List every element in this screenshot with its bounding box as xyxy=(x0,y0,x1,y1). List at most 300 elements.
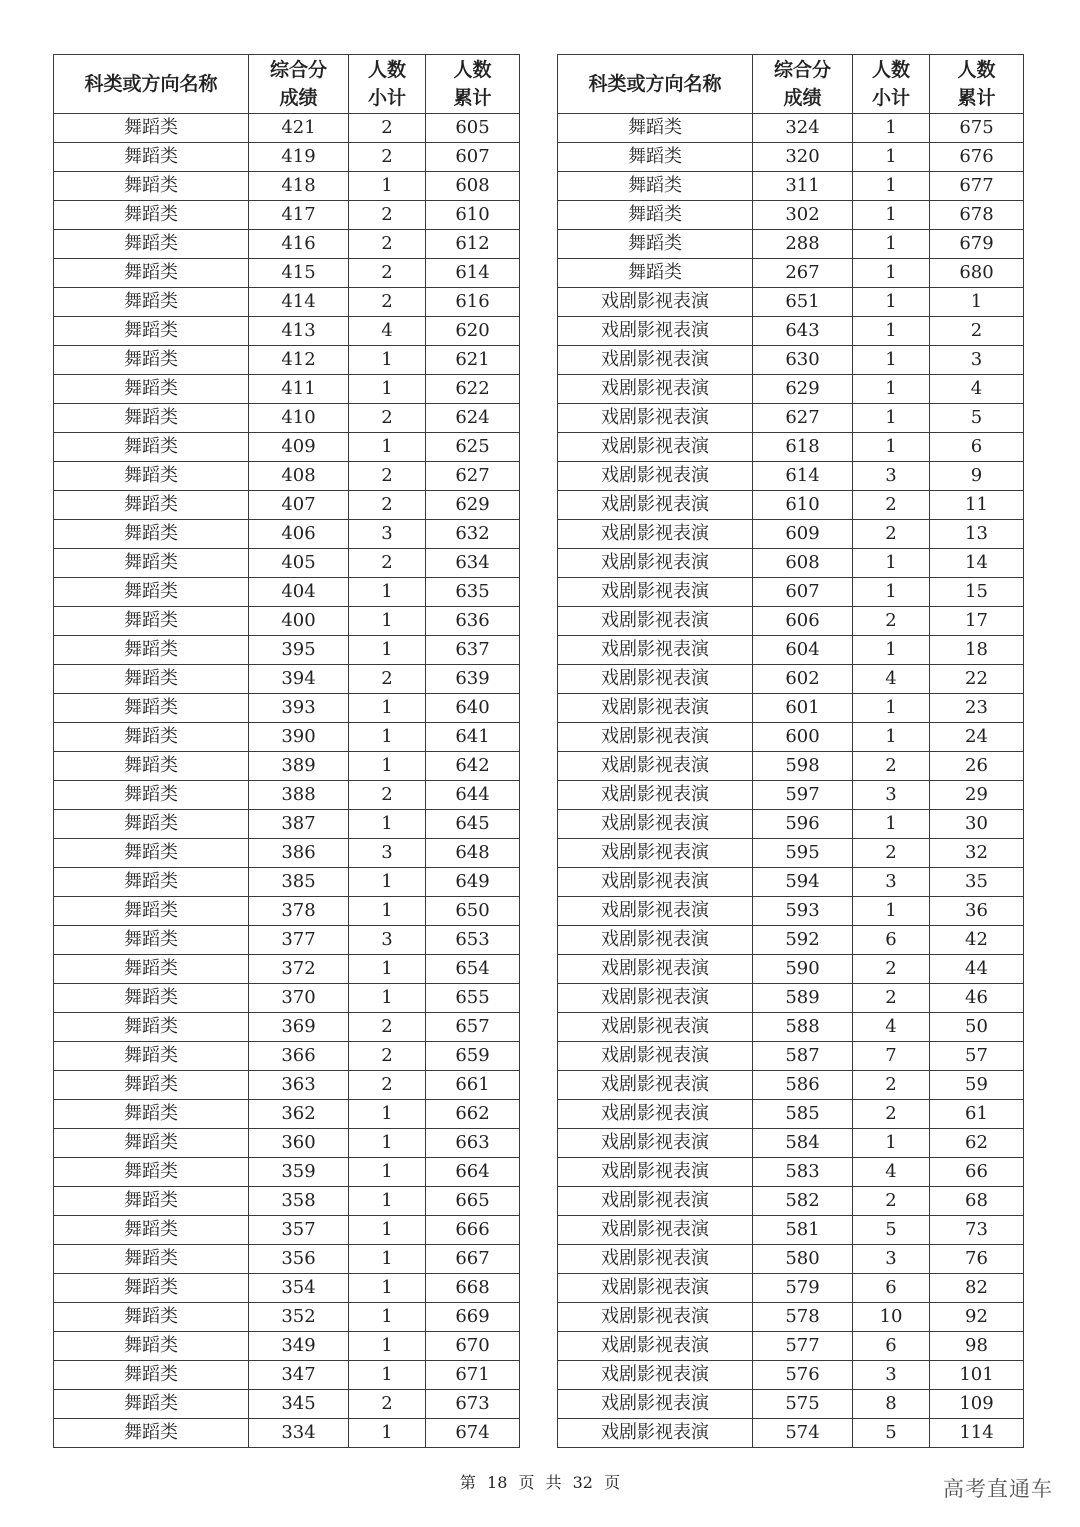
cell-cumulative: 17 xyxy=(930,607,1024,636)
cell-subtotal: 3 xyxy=(853,781,930,810)
cell-category: 舞蹈类 xyxy=(54,781,249,810)
cell-category: 舞蹈类 xyxy=(54,810,249,839)
cell-score: 352 xyxy=(249,1303,349,1332)
cell-subtotal: 1 xyxy=(349,723,426,752)
cell-cumulative: 650 xyxy=(426,897,520,926)
table-row xyxy=(558,723,1024,752)
cell-category: 舞蹈类 xyxy=(54,462,249,491)
cell-category: 舞蹈类 xyxy=(54,665,249,694)
cell-category: 舞蹈类 xyxy=(54,114,249,143)
cell-score: 360 xyxy=(249,1129,349,1158)
cell-category: 戏剧影视表演 xyxy=(558,1042,753,1071)
table-row xyxy=(54,201,520,230)
table-row xyxy=(558,1361,1024,1390)
table-row xyxy=(54,810,520,839)
table-header-row xyxy=(558,55,1024,114)
cell-cumulative: 61 xyxy=(930,1100,1024,1129)
header-score: 综合分 成绩 xyxy=(249,55,349,114)
table-row xyxy=(54,752,520,781)
cell-cumulative: 666 xyxy=(426,1216,520,1245)
cell-cumulative: 629 xyxy=(426,491,520,520)
cell-cumulative: 676 xyxy=(930,143,1024,172)
table-row xyxy=(558,1332,1024,1361)
cell-score: 618 xyxy=(753,433,853,462)
header-score: 综合分 成绩 xyxy=(753,55,853,114)
cell-score: 588 xyxy=(753,1013,853,1042)
cell-subtotal: 1 xyxy=(853,201,930,230)
cell-cumulative: 15 xyxy=(930,578,1024,607)
cell-category: 舞蹈类 xyxy=(54,1245,249,1274)
table-row xyxy=(558,1042,1024,1071)
cell-subtotal: 1 xyxy=(853,259,930,288)
cell-score: 581 xyxy=(753,1216,853,1245)
cell-category: 戏剧影视表演 xyxy=(558,520,753,549)
cell-score: 593 xyxy=(753,897,853,926)
cell-category: 舞蹈类 xyxy=(54,404,249,433)
table-row xyxy=(54,1390,520,1419)
table-row xyxy=(54,1361,520,1390)
cell-subtotal: 1 xyxy=(349,955,426,984)
cell-category: 舞蹈类 xyxy=(54,433,249,462)
table-row xyxy=(54,897,520,926)
cell-cumulative: 26 xyxy=(930,752,1024,781)
cell-score: 347 xyxy=(249,1361,349,1390)
cell-score: 417 xyxy=(249,201,349,230)
table-row xyxy=(54,1419,520,1448)
cell-subtotal: 8 xyxy=(853,1390,930,1419)
table-row xyxy=(54,317,520,346)
table-row xyxy=(54,143,520,172)
cell-category: 舞蹈类 xyxy=(558,172,753,201)
cell-cumulative: 620 xyxy=(426,317,520,346)
cell-cumulative: 92 xyxy=(930,1303,1024,1332)
cell-score: 630 xyxy=(753,346,853,375)
cell-score: 363 xyxy=(249,1071,349,1100)
cell-cumulative: 98 xyxy=(930,1332,1024,1361)
cell-score: 320 xyxy=(753,143,853,172)
cell-cumulative: 625 xyxy=(426,433,520,462)
cell-score: 596 xyxy=(753,810,853,839)
cell-cumulative: 649 xyxy=(426,868,520,897)
cell-cumulative: 637 xyxy=(426,636,520,665)
cell-cumulative: 109 xyxy=(930,1390,1024,1419)
cell-score: 576 xyxy=(753,1361,853,1390)
cell-category: 舞蹈类 xyxy=(54,694,249,723)
cell-subtotal: 1 xyxy=(853,404,930,433)
cell-cumulative: 634 xyxy=(426,549,520,578)
cell-cumulative: 5 xyxy=(930,404,1024,433)
cell-subtotal: 2 xyxy=(349,1390,426,1419)
cell-cumulative: 614 xyxy=(426,259,520,288)
table-row xyxy=(54,1100,520,1129)
cell-score: 389 xyxy=(249,752,349,781)
cell-score: 412 xyxy=(249,346,349,375)
cell-subtotal: 2 xyxy=(349,549,426,578)
table-row xyxy=(558,462,1024,491)
cell-cumulative: 36 xyxy=(930,897,1024,926)
cell-score: 311 xyxy=(753,172,853,201)
table-row xyxy=(54,868,520,897)
cell-score: 583 xyxy=(753,1158,853,1187)
cell-cumulative: 677 xyxy=(930,172,1024,201)
cell-category: 舞蹈类 xyxy=(54,752,249,781)
table-row xyxy=(558,1129,1024,1158)
cell-cumulative: 648 xyxy=(426,839,520,868)
cell-subtotal: 2 xyxy=(349,143,426,172)
cell-category: 戏剧影视表演 xyxy=(558,1419,753,1448)
table-row xyxy=(558,346,1024,375)
table-row xyxy=(54,665,520,694)
cell-score: 356 xyxy=(249,1245,349,1274)
table-row xyxy=(54,462,520,491)
cell-category: 舞蹈类 xyxy=(54,143,249,172)
cell-subtotal: 3 xyxy=(853,1361,930,1390)
cell-score: 400 xyxy=(249,607,349,636)
cell-subtotal: 1 xyxy=(853,723,930,752)
cell-category: 戏剧影视表演 xyxy=(558,926,753,955)
cell-category: 舞蹈类 xyxy=(558,259,753,288)
cell-score: 413 xyxy=(249,317,349,346)
header-subtotal: 人数 小计 xyxy=(349,55,426,114)
cell-cumulative: 661 xyxy=(426,1071,520,1100)
cell-subtotal: 2 xyxy=(349,288,426,317)
cell-subtotal: 3 xyxy=(853,868,930,897)
table-row xyxy=(54,839,520,868)
cell-subtotal: 1 xyxy=(853,172,930,201)
cell-cumulative: 101 xyxy=(930,1361,1024,1390)
table-row xyxy=(54,1187,520,1216)
table-row xyxy=(54,578,520,607)
cell-cumulative: 632 xyxy=(426,520,520,549)
cell-score: 354 xyxy=(249,1274,349,1303)
cell-subtotal: 2 xyxy=(853,1100,930,1129)
cell-category: 戏剧影视表演 xyxy=(558,1245,753,1274)
cell-cumulative: 29 xyxy=(930,781,1024,810)
header-cumulative: 人数 累计 xyxy=(930,55,1024,114)
cell-category: 戏剧影视表演 xyxy=(558,1361,753,1390)
table-row xyxy=(558,1187,1024,1216)
table-row xyxy=(54,114,520,143)
cell-category: 舞蹈类 xyxy=(54,636,249,665)
cell-score: 390 xyxy=(249,723,349,752)
cell-cumulative: 2 xyxy=(930,317,1024,346)
cell-cumulative: 663 xyxy=(426,1129,520,1158)
cell-score: 610 xyxy=(753,491,853,520)
cell-category: 舞蹈类 xyxy=(54,1042,249,1071)
cell-score: 267 xyxy=(753,259,853,288)
cell-subtotal: 1 xyxy=(349,1274,426,1303)
cell-subtotal: 1 xyxy=(349,636,426,665)
cell-category: 戏剧影视表演 xyxy=(558,868,753,897)
cell-cumulative: 68 xyxy=(930,1187,1024,1216)
table-row xyxy=(54,955,520,984)
cell-category: 舞蹈类 xyxy=(54,984,249,1013)
cell-score: 609 xyxy=(753,520,853,549)
table-row xyxy=(54,549,520,578)
table-row xyxy=(558,926,1024,955)
cell-category: 戏剧影视表演 xyxy=(558,491,753,520)
cell-subtotal: 2 xyxy=(853,752,930,781)
cell-subtotal: 2 xyxy=(349,462,426,491)
cell-subtotal: 6 xyxy=(853,926,930,955)
cell-subtotal: 1 xyxy=(853,230,930,259)
cell-category: 舞蹈类 xyxy=(54,926,249,955)
cell-category: 舞蹈类 xyxy=(54,723,249,752)
table-row xyxy=(558,578,1024,607)
cell-category: 舞蹈类 xyxy=(558,114,753,143)
cell-subtotal: 2 xyxy=(349,1071,426,1100)
table-row xyxy=(54,723,520,752)
cell-score: 408 xyxy=(249,462,349,491)
cell-score: 575 xyxy=(753,1390,853,1419)
cell-subtotal: 1 xyxy=(853,694,930,723)
header-cumulative: 人数 累计 xyxy=(426,55,520,114)
cell-category: 舞蹈类 xyxy=(54,1216,249,1245)
cell-cumulative: 11 xyxy=(930,491,1024,520)
cell-score: 372 xyxy=(249,955,349,984)
cell-score: 407 xyxy=(249,491,349,520)
cell-score: 651 xyxy=(753,288,853,317)
table-row xyxy=(558,752,1024,781)
table-row xyxy=(558,636,1024,665)
cell-score: 580 xyxy=(753,1245,853,1274)
cell-category: 戏剧影视表演 xyxy=(558,636,753,665)
cell-category: 戏剧影视表演 xyxy=(558,752,753,781)
table-row xyxy=(54,1303,520,1332)
cell-subtotal: 6 xyxy=(853,1332,930,1361)
table-row xyxy=(54,1013,520,1042)
cell-score: 597 xyxy=(753,781,853,810)
cell-subtotal: 1 xyxy=(349,578,426,607)
cell-score: 395 xyxy=(249,636,349,665)
cell-category: 戏剧影视表演 xyxy=(558,346,753,375)
table-row xyxy=(558,1419,1024,1448)
table-row xyxy=(558,1013,1024,1042)
cell-score: 378 xyxy=(249,897,349,926)
cell-subtotal: 1 xyxy=(349,1158,426,1187)
cell-category: 戏剧影视表演 xyxy=(558,462,753,491)
cell-category: 舞蹈类 xyxy=(54,201,249,230)
cell-cumulative: 640 xyxy=(426,694,520,723)
cell-subtotal: 1 xyxy=(853,143,930,172)
cell-cumulative: 22 xyxy=(930,665,1024,694)
cell-subtotal: 7 xyxy=(853,1042,930,1071)
cell-category: 戏剧影视表演 xyxy=(558,549,753,578)
cell-score: 589 xyxy=(753,984,853,1013)
cell-category: 舞蹈类 xyxy=(54,1100,249,1129)
cell-category: 舞蹈类 xyxy=(558,143,753,172)
cell-cumulative: 653 xyxy=(426,926,520,955)
table-row xyxy=(558,1274,1024,1303)
table-row xyxy=(558,549,1024,578)
cell-category: 舞蹈类 xyxy=(54,1419,249,1448)
cell-score: 385 xyxy=(249,868,349,897)
cell-subtotal: 1 xyxy=(349,1187,426,1216)
cell-cumulative: 3 xyxy=(930,346,1024,375)
cell-subtotal: 2 xyxy=(349,259,426,288)
cell-cumulative: 642 xyxy=(426,752,520,781)
cell-score: 602 xyxy=(753,665,853,694)
cell-score: 604 xyxy=(753,636,853,665)
cell-subtotal: 3 xyxy=(853,462,930,491)
cell-subtotal: 1 xyxy=(349,1361,426,1390)
cell-score: 582 xyxy=(753,1187,853,1216)
cell-cumulative: 13 xyxy=(930,520,1024,549)
table-row xyxy=(558,491,1024,520)
table-row xyxy=(54,404,520,433)
cell-subtotal: 1 xyxy=(349,868,426,897)
table-body-right xyxy=(558,114,1024,1448)
table-row xyxy=(54,1332,520,1361)
cell-cumulative: 662 xyxy=(426,1100,520,1129)
cell-category: 舞蹈类 xyxy=(54,897,249,926)
cell-cumulative: 668 xyxy=(426,1274,520,1303)
table-row xyxy=(558,230,1024,259)
cell-cumulative: 654 xyxy=(426,955,520,984)
cell-category: 舞蹈类 xyxy=(54,172,249,201)
cell-score: 302 xyxy=(753,201,853,230)
cell-score: 587 xyxy=(753,1042,853,1071)
cell-cumulative: 42 xyxy=(930,926,1024,955)
table-row xyxy=(558,433,1024,462)
cell-subtotal: 3 xyxy=(349,926,426,955)
cell-score: 585 xyxy=(753,1100,853,1129)
cell-cumulative: 23 xyxy=(930,694,1024,723)
cell-category: 戏剧影视表演 xyxy=(558,578,753,607)
cell-category: 戏剧影视表演 xyxy=(558,984,753,1013)
cell-score: 387 xyxy=(249,810,349,839)
cell-cumulative: 627 xyxy=(426,462,520,491)
cell-cumulative: 44 xyxy=(930,955,1024,984)
cell-cumulative: 667 xyxy=(426,1245,520,1274)
cell-cumulative: 675 xyxy=(930,114,1024,143)
table-row xyxy=(558,114,1024,143)
cell-subtotal: 6 xyxy=(853,1274,930,1303)
cell-cumulative: 678 xyxy=(930,201,1024,230)
cell-cumulative: 680 xyxy=(930,259,1024,288)
cell-category: 舞蹈类 xyxy=(54,868,249,897)
cell-category: 戏剧影视表演 xyxy=(558,607,753,636)
cell-subtotal: 3 xyxy=(853,1245,930,1274)
table-row xyxy=(54,984,520,1013)
cell-cumulative: 46 xyxy=(930,984,1024,1013)
cell-subtotal: 4 xyxy=(853,1158,930,1187)
cell-score: 579 xyxy=(753,1274,853,1303)
cell-subtotal: 2 xyxy=(853,491,930,520)
table-row xyxy=(558,1158,1024,1187)
cell-score: 608 xyxy=(753,549,853,578)
cell-subtotal: 2 xyxy=(349,1013,426,1042)
cell-cumulative: 607 xyxy=(426,143,520,172)
cell-subtotal: 1 xyxy=(349,1303,426,1332)
cell-category: 舞蹈类 xyxy=(54,1158,249,1187)
cell-category: 戏剧影视表演 xyxy=(558,1100,753,1129)
cell-subtotal: 5 xyxy=(853,1216,930,1245)
table-row xyxy=(54,172,520,201)
table-row xyxy=(54,491,520,520)
cell-subtotal: 2 xyxy=(349,230,426,259)
cell-cumulative: 66 xyxy=(930,1158,1024,1187)
cell-subtotal: 1 xyxy=(853,897,930,926)
cell-category: 舞蹈类 xyxy=(54,288,249,317)
cell-score: 574 xyxy=(753,1419,853,1448)
cell-category: 戏剧影视表演 xyxy=(558,1216,753,1245)
cell-subtotal: 1 xyxy=(349,897,426,926)
table-row xyxy=(54,636,520,665)
cell-score: 359 xyxy=(249,1158,349,1187)
table-row xyxy=(558,201,1024,230)
table-row xyxy=(54,1042,520,1071)
cell-score: 590 xyxy=(753,955,853,984)
table-row xyxy=(54,1245,520,1274)
table-row xyxy=(558,1390,1024,1419)
cell-category: 舞蹈类 xyxy=(54,520,249,549)
cell-subtotal: 4 xyxy=(853,1013,930,1042)
table-row xyxy=(558,955,1024,984)
table-row xyxy=(558,404,1024,433)
table-row xyxy=(558,520,1024,549)
cell-category: 戏剧影视表演 xyxy=(558,1013,753,1042)
cell-cumulative: 621 xyxy=(426,346,520,375)
cell-subtotal: 10 xyxy=(853,1303,930,1332)
table-body-left xyxy=(54,114,520,1448)
cell-cumulative: 655 xyxy=(426,984,520,1013)
cell-subtotal: 2 xyxy=(349,665,426,694)
table-row xyxy=(558,1245,1024,1274)
table-row xyxy=(558,868,1024,897)
cell-score: 416 xyxy=(249,230,349,259)
cell-category: 戏剧影视表演 xyxy=(558,694,753,723)
cell-cumulative: 644 xyxy=(426,781,520,810)
cell-cumulative: 679 xyxy=(930,230,1024,259)
cell-subtotal: 1 xyxy=(349,1129,426,1158)
cell-subtotal: 1 xyxy=(853,578,930,607)
cell-cumulative: 59 xyxy=(930,1071,1024,1100)
cell-category: 戏剧影视表演 xyxy=(558,433,753,462)
cell-subtotal: 2 xyxy=(853,984,930,1013)
cell-score: 345 xyxy=(249,1390,349,1419)
cell-subtotal: 1 xyxy=(349,752,426,781)
cell-cumulative: 636 xyxy=(426,607,520,636)
cell-score: 369 xyxy=(249,1013,349,1042)
cell-category: 戏剧影视表演 xyxy=(558,375,753,404)
cell-category: 戏剧影视表演 xyxy=(558,955,753,984)
cell-score: 643 xyxy=(753,317,853,346)
cell-cumulative: 641 xyxy=(426,723,520,752)
cell-subtotal: 3 xyxy=(349,520,426,549)
table-row xyxy=(54,230,520,259)
cell-score: 406 xyxy=(249,520,349,549)
cell-category: 戏剧影视表演 xyxy=(558,1158,753,1187)
cell-cumulative: 669 xyxy=(426,1303,520,1332)
cell-subtotal: 1 xyxy=(853,346,930,375)
cell-score: 362 xyxy=(249,1100,349,1129)
table-row xyxy=(54,694,520,723)
cell-category: 戏剧影视表演 xyxy=(558,1390,753,1419)
cell-category: 舞蹈类 xyxy=(54,607,249,636)
cell-score: 578 xyxy=(753,1303,853,1332)
cell-cumulative: 73 xyxy=(930,1216,1024,1245)
cell-subtotal: 3 xyxy=(349,839,426,868)
cell-category: 舞蹈类 xyxy=(54,578,249,607)
cell-cumulative: 610 xyxy=(426,201,520,230)
table-row xyxy=(558,694,1024,723)
header-subtotal: 人数 小计 xyxy=(853,55,930,114)
cell-subtotal: 1 xyxy=(349,1245,426,1274)
cell-score: 411 xyxy=(249,375,349,404)
cell-category: 舞蹈类 xyxy=(54,1013,249,1042)
cell-cumulative: 18 xyxy=(930,636,1024,665)
